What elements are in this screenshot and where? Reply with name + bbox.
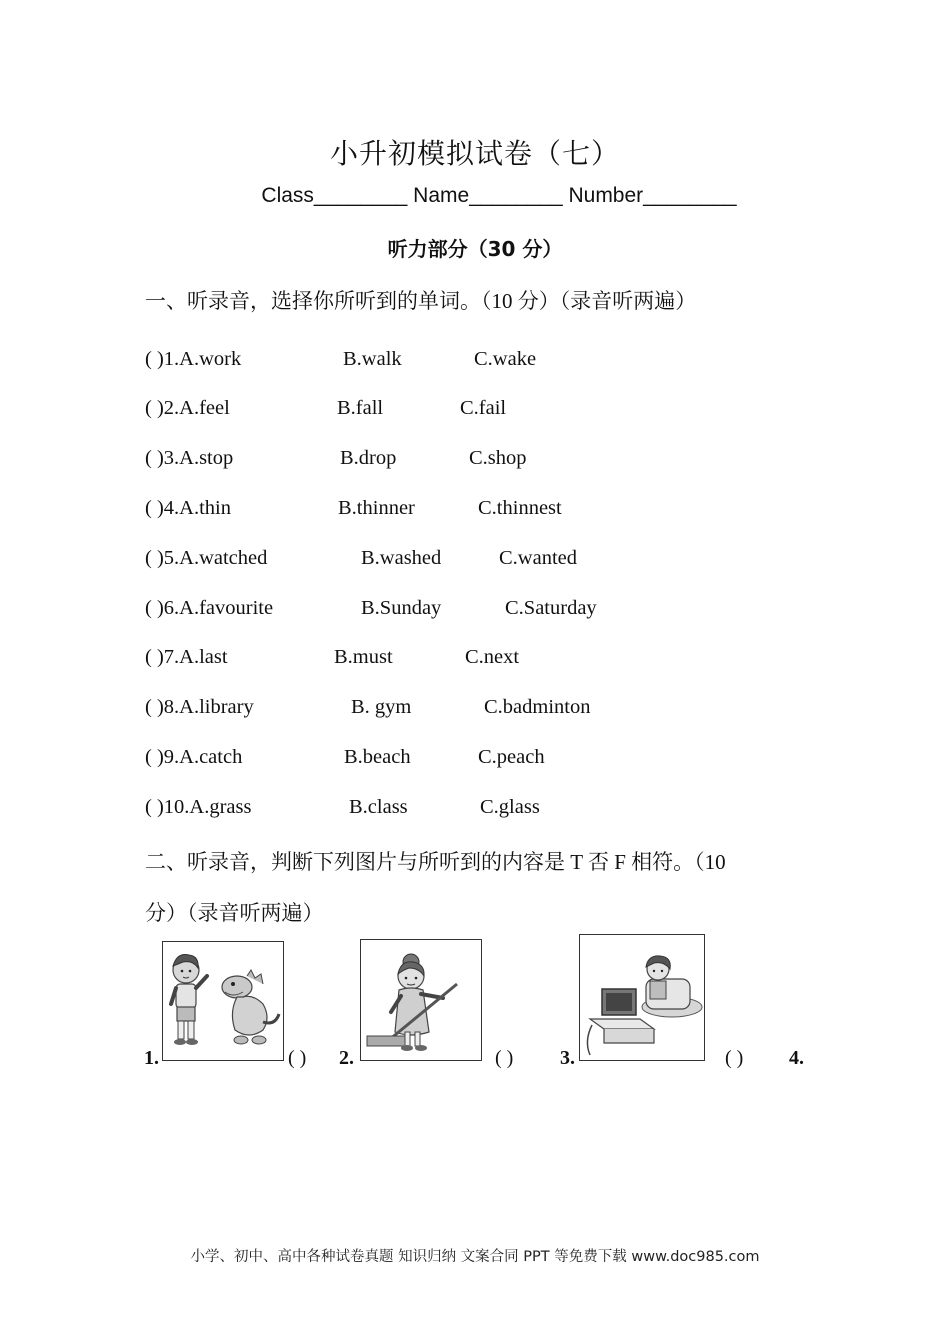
question-2-option-c: C.fail xyxy=(460,397,507,419)
picture-2-label: 2. xyxy=(339,1047,354,1069)
question-9-option-c: C.peach xyxy=(478,746,545,768)
question-6 xyxy=(145,597,745,625)
picture-1-answer-blank[interactable]: ( ) xyxy=(288,1047,307,1069)
question-1 xyxy=(145,348,745,376)
question-8 xyxy=(145,696,745,724)
student-info-line: Class________ Name________ Number________ xyxy=(261,184,737,207)
picture-1-label: 1. xyxy=(144,1047,159,1069)
part1-instruction: 一、听录音，选择你所听到的单词。（10 分）（录音听两遍） xyxy=(145,289,697,313)
question-4-prefix: ( )4.A.thin xyxy=(145,497,231,519)
question-3-option-b: B.drop xyxy=(340,447,397,469)
question-9 xyxy=(145,746,745,774)
question-6-option-c: C.Saturday xyxy=(505,597,597,619)
picture-boy-dinosaur xyxy=(162,941,284,1061)
question-3-option-c: C.shop xyxy=(469,447,527,469)
question-1-prefix: ( )1.A.work xyxy=(145,348,242,370)
question-1-option-c: C.wake xyxy=(474,348,537,370)
question-9-prefix: ( )9.A.catch xyxy=(145,746,243,768)
question-2 xyxy=(145,397,745,425)
picture-3-label: 3. xyxy=(560,1047,575,1069)
section-heading: 听力部分（30 分） xyxy=(387,237,563,261)
question-5-prefix: ( )5.A.watched xyxy=(145,547,268,569)
question-10-prefix: ( )10.A.grass xyxy=(145,796,252,818)
question-4-option-c: C.thinnest xyxy=(478,497,562,519)
picture-girl-mopping xyxy=(360,939,482,1061)
question-1-option-b: B.walk xyxy=(343,348,402,370)
question-6-prefix: ( )6.A.favourite xyxy=(145,597,274,619)
question-7-option-b: B.must xyxy=(334,646,393,668)
girl-tv-illustration xyxy=(580,935,704,1060)
picture-2-answer-blank[interactable]: ( ) xyxy=(495,1047,514,1069)
picture-3-answer-blank[interactable]: ( ) xyxy=(725,1047,744,1069)
page-footer: 小学、初中、高中各种试卷真题 知识归纳 文案合同 PPT 等免费下载 www.doc985.com xyxy=(190,1249,760,1265)
question-8-prefix: ( )8.A.library xyxy=(145,696,254,718)
question-8-option-b: B. gym xyxy=(351,696,412,718)
question-9-option-b: B.beach xyxy=(344,746,411,768)
picture-girl-watching-tv xyxy=(579,934,705,1061)
question-4-option-b: B.thinner xyxy=(338,497,415,519)
question-8-option-c: C.badminton xyxy=(484,696,591,718)
girl-mopping-illustration xyxy=(361,940,481,1060)
question-7-option-c: C.next xyxy=(465,646,520,668)
question-2-option-b: B.fall xyxy=(337,397,384,419)
question-10-option-c: C.glass xyxy=(480,796,540,818)
page-title: 小升初模拟试卷（七） xyxy=(329,139,620,170)
part2-instruction-line1: 二、听录音，判断下列图片与所听到的内容是 T 否 F 相符。（10 xyxy=(145,850,726,874)
question-5-option-b: B.washed xyxy=(361,547,442,569)
question-3 xyxy=(145,447,745,475)
question-6-option-b: B.Sunday xyxy=(361,597,442,619)
question-7 xyxy=(145,646,745,674)
question-5-option-c: C.wanted xyxy=(499,547,577,569)
question-10 xyxy=(145,796,745,824)
question-2-prefix: ( )2.A.feel xyxy=(145,397,230,419)
boy-dinosaur-illustration xyxy=(163,942,283,1060)
question-4 xyxy=(145,497,745,525)
question-5 xyxy=(145,547,745,575)
question-7-prefix: ( )7.A.last xyxy=(145,646,228,668)
part2-instruction-line2: 分）（录音听两遍） xyxy=(145,901,324,925)
picture-4-label: 4. xyxy=(789,1047,804,1069)
question-3-prefix: ( )3.A.stop xyxy=(145,447,234,469)
question-10-option-b: B.class xyxy=(349,796,408,818)
